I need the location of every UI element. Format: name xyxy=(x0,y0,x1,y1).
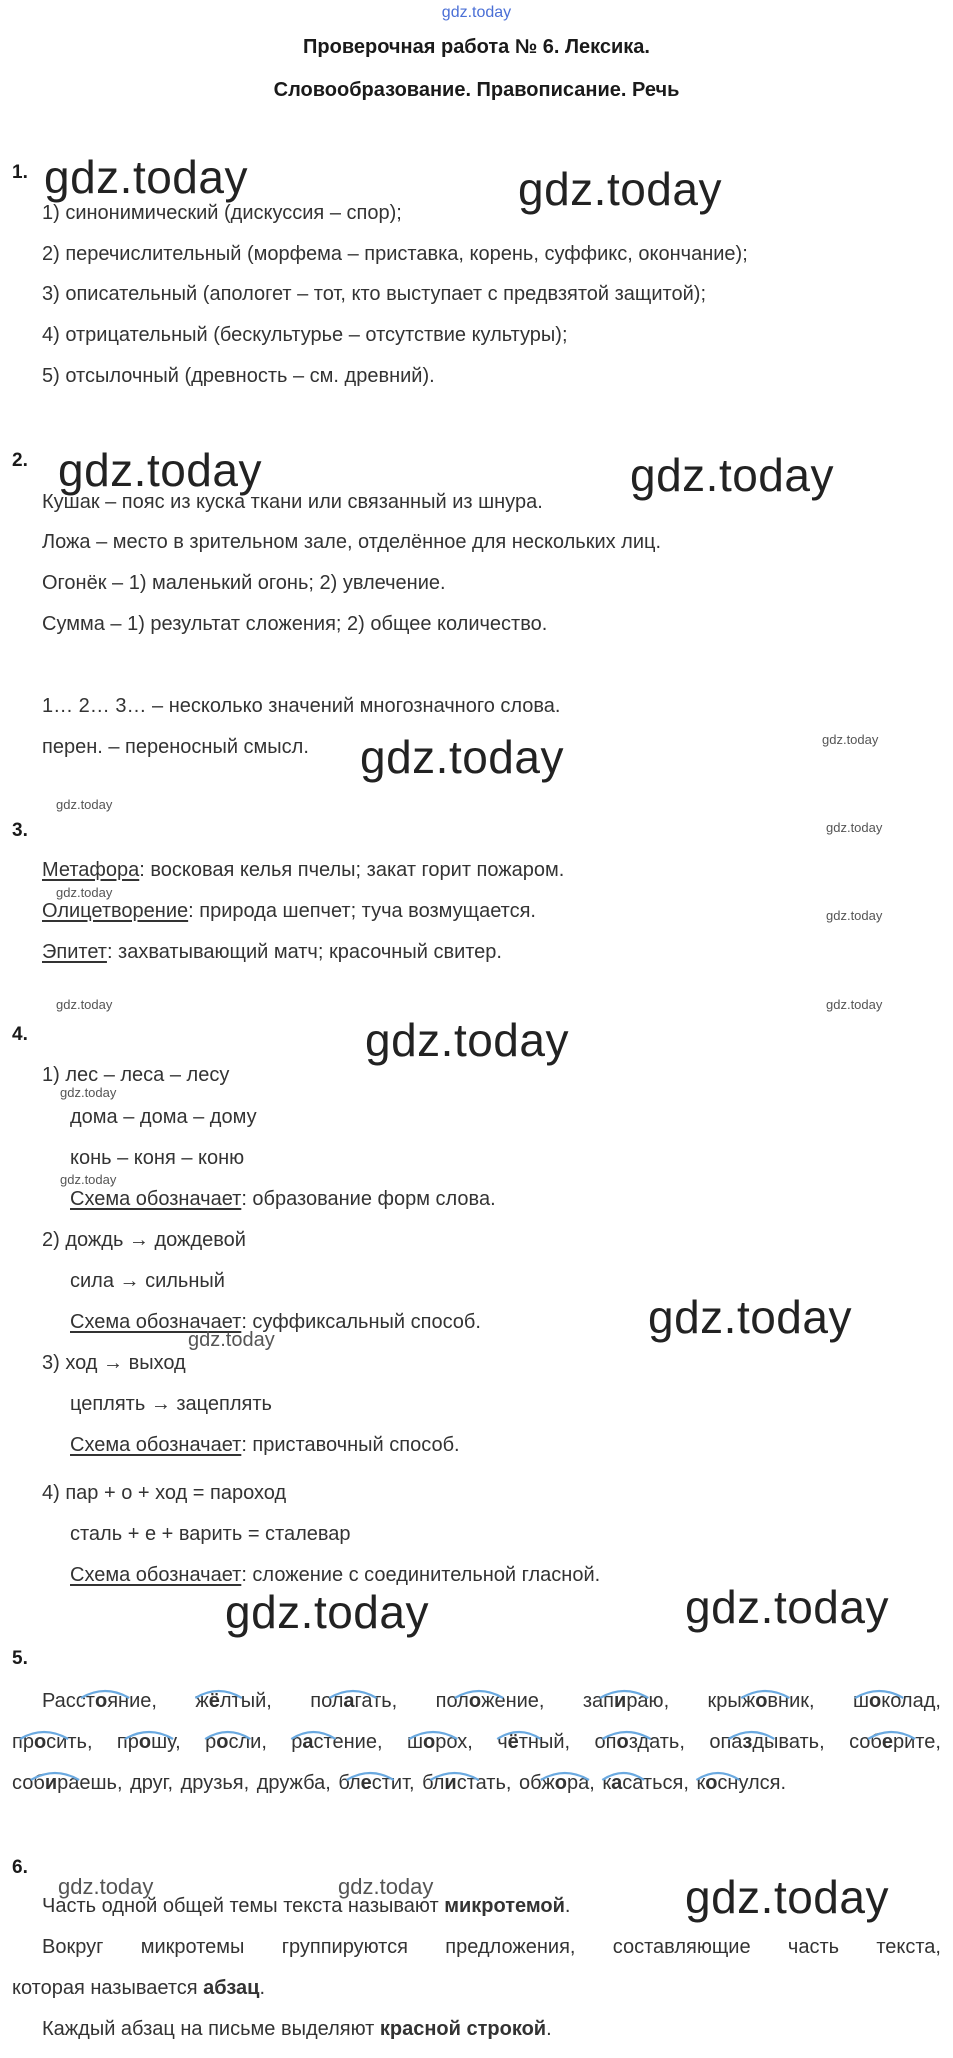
task-2-number: 2. xyxy=(12,450,28,471)
task-1-line: 4) отрицательный (бескультурье – отсутствие культуры); xyxy=(42,324,568,346)
task-4-line: сталь + е + варить = сталевар xyxy=(70,1523,351,1545)
watermark: gdz.today xyxy=(44,151,248,203)
task-5-line-3: собираешь, друг, друзья, дружба, блестит, блистать, обжора, касаться, коснулся. xyxy=(12,1772,787,1794)
task-5-number: 5. xyxy=(12,1648,28,1669)
spelling-word: полагать xyxy=(310,1690,392,1712)
spelling-word: жёлтый xyxy=(195,1690,267,1712)
task-1-number: 1. xyxy=(12,162,28,183)
task-6-paragraph-3: Каждый абзац на письме выделяют красной строкой. xyxy=(42,2018,552,2040)
task-4-line: 1) лес – леса – лесу xyxy=(42,1064,230,1086)
spelling-word: блестит xyxy=(338,1772,410,1794)
watermark-small: gdz.today xyxy=(338,1874,434,1899)
task-2-line: Ложа – место в зрительном зале, отделённое для нескольких лиц. xyxy=(42,531,662,553)
spelling-word: блистать xyxy=(422,1772,506,1794)
watermark-small: gdz.today xyxy=(188,1329,275,1351)
watermark: gdz.today xyxy=(685,1581,889,1633)
spelling-word: обжора xyxy=(519,1772,590,1794)
spelling-word: просить xyxy=(12,1731,87,1753)
task-4-line: 3) ход → выход xyxy=(42,1352,186,1374)
spelling-word: положение xyxy=(435,1690,539,1712)
task-4-line: 4) пар + о + ход = пароход xyxy=(42,1482,287,1504)
watermark: gdz.today xyxy=(685,1871,889,1923)
task-2-line: Сумма – 1) результат сложения; 2) общее количество. xyxy=(42,613,548,635)
task-6-number: 6. xyxy=(12,1857,28,1878)
spelling-word: шорох xyxy=(406,1731,468,1753)
task-1-line: 3) описательный (апологет – тот, кто выступает с предвзятой защитой); xyxy=(42,283,707,305)
task-5-line-2: просить, прошу, росли, растение, шорох, чётный, опоздать, опаздывать, соберите, xyxy=(12,1731,941,1753)
task-1-line: 1) синонимический (дискуссия – спор); xyxy=(42,202,402,224)
task-4-line: цеплять → зацеплять xyxy=(70,1393,272,1415)
task-3-item: Олицетворение: природа шепчет; туча возмущается. xyxy=(42,900,536,922)
watermark: gdz.today xyxy=(360,731,564,783)
task-4-number: 4. xyxy=(12,1024,28,1045)
task-5-line-1: Расстояние, жёлтый, полагать, положение, запираю, крыжовник, шоколад, xyxy=(42,1690,941,1712)
task-6-paragraph-1: Часть одной общей темы текста называют микротемой. xyxy=(42,1895,571,1917)
task-3-item: Метафора: восковая келья пчелы; закат горит пожаром. xyxy=(42,859,565,881)
watermark-small: gdz.today xyxy=(60,1172,117,1187)
task-6-paragraph-2-line-2: которая называется абзац. xyxy=(12,1977,266,1999)
task-3-item: Эпитет: захватывающий матч; красочный свитер. xyxy=(42,941,502,963)
watermark-small: gdz.today xyxy=(826,908,883,923)
task-3-number: 3. xyxy=(12,820,28,841)
watermark-small: gdz.today xyxy=(826,820,883,835)
task-6-paragraph-2-line-1: Вокруг микротемы группируются предложения, составляющие часть текста, xyxy=(42,1936,941,1958)
watermark-small: gdz.today xyxy=(56,997,113,1012)
task-1-line: 5) отсылочный (древность – см. древний). xyxy=(42,365,435,387)
watermark-small: gdz.today xyxy=(56,885,113,900)
task-4-line: дома – дома – дому xyxy=(70,1106,257,1128)
spelling-word: прошу xyxy=(116,1731,176,1753)
task-4-line: сила → сильный xyxy=(70,1270,225,1292)
watermark-small: gdz.today xyxy=(822,732,879,747)
task-4-scheme: Схема обозначает: образование форм слова. xyxy=(70,1188,496,1210)
spelling-word: растение xyxy=(291,1731,377,1753)
term-metaphor: Метафора xyxy=(42,859,140,881)
spelling-word: запираю xyxy=(582,1690,664,1712)
watermark: gdz.today xyxy=(648,1291,852,1343)
task-2-line: перен. – переносный смысл. xyxy=(42,736,309,758)
spelling-word: чётный xyxy=(497,1731,565,1753)
task-4-scheme: Схема обозначает: суффиксальный способ. xyxy=(70,1311,481,1333)
term-epithet: Эпитет xyxy=(42,941,107,963)
page-title: Проверочная работа № 6. Лексика. xyxy=(303,36,650,58)
task-4-line: конь – коня – коню xyxy=(70,1147,245,1169)
spelling-word: дружба xyxy=(256,1772,326,1794)
watermark: gdz.today xyxy=(518,163,722,215)
task-4-scheme: Схема обозначает: сложение с соединительной гласной. xyxy=(70,1564,601,1586)
spelling-word: крыжовник xyxy=(707,1690,809,1712)
spelling-word: соберите xyxy=(849,1731,936,1753)
task-2-line: Кушак – пояс из куска ткани или связанный из шнура. xyxy=(42,491,543,513)
watermark-small: gdz.today xyxy=(826,997,883,1012)
watermark: gdz.today xyxy=(58,444,262,496)
term-personification: Олицетворение xyxy=(42,900,189,922)
spelling-word: опаздывать xyxy=(709,1731,820,1753)
spelling-word: друзья xyxy=(180,1772,244,1794)
spelling-word: друг xyxy=(130,1772,168,1794)
task-4-line: 2) дождь → дождевой xyxy=(42,1229,246,1251)
watermark-small: gdz.today xyxy=(58,1874,154,1899)
spelling-word: касаться xyxy=(602,1772,684,1794)
watermark: gdz.today xyxy=(630,449,834,501)
spelling-word: опоздать xyxy=(594,1731,680,1753)
watermark: gdz.today xyxy=(365,1014,569,1066)
spelling-word: собираешь xyxy=(12,1772,117,1794)
task-2-line: Огонёк – 1) маленький огонь; 2) увлечение. xyxy=(42,572,446,594)
spelling-word: Расстояние xyxy=(42,1690,152,1712)
spelling-word: росли xyxy=(205,1731,262,1753)
spelling-word: коснулся xyxy=(696,1772,781,1794)
task-4-scheme: Схема обозначает: приставочный способ. xyxy=(70,1434,460,1456)
watermark: gdz.today xyxy=(225,1586,429,1638)
watermark-small: gdz.today xyxy=(56,797,113,812)
watermark-top: gdz.today xyxy=(441,4,512,21)
task-1-line: 2) перечислительный (морфема – приставка, корень, суффикс, окончание); xyxy=(42,243,748,265)
page-subtitle: Словообразование. Правописание. Речь xyxy=(273,79,680,101)
task-2-line: 1… 2… 3… – несколько значений многозначного слова. xyxy=(42,695,561,717)
watermark-small: gdz.today xyxy=(60,1085,117,1100)
spelling-word: шоколад xyxy=(852,1690,936,1712)
